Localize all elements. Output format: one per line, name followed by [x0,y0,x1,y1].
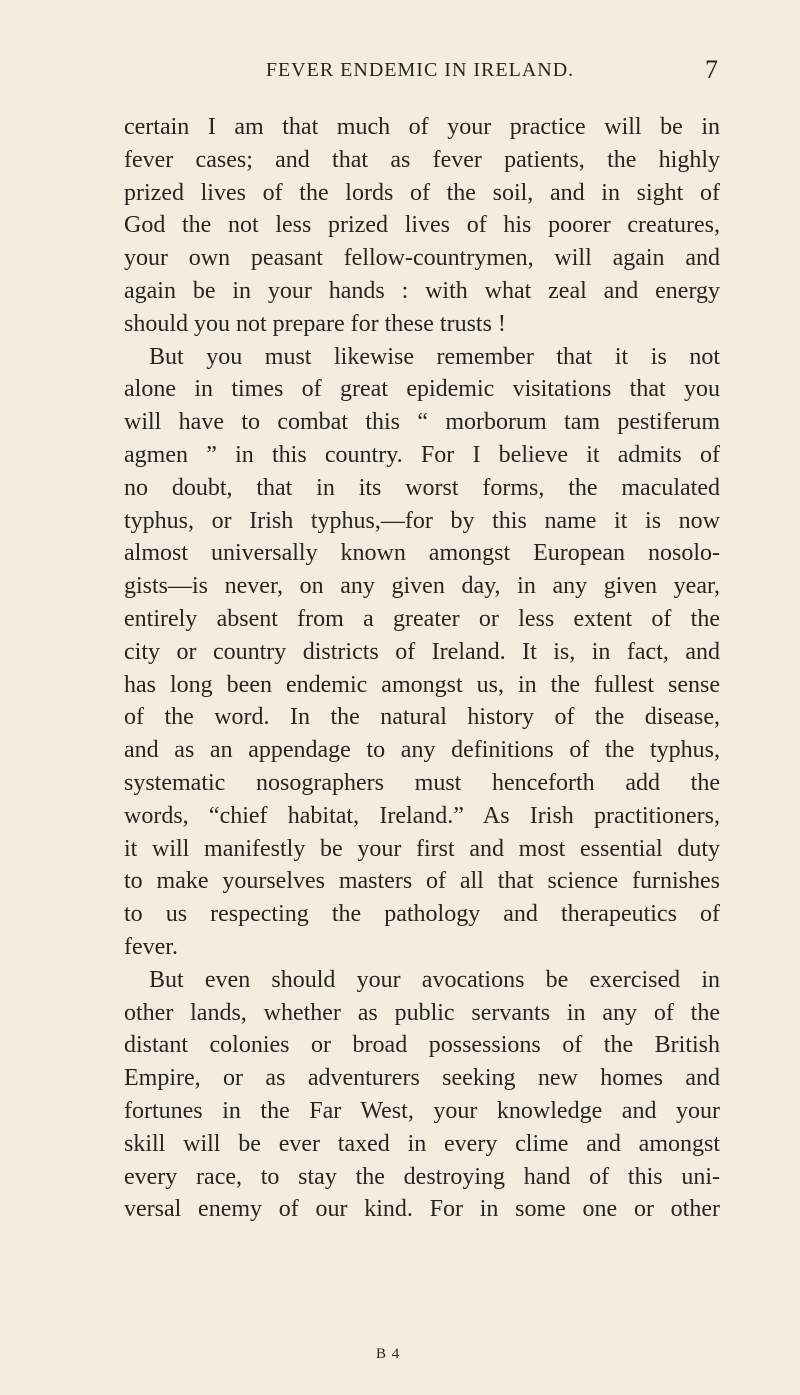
text-line: gists—is never, on any given day, in any given year, [124,573,720,600]
text-line: certain I am that much of your practice will be in [124,114,720,140]
text-line: your own peasant fellow-countrymen, will again and [124,245,720,272]
text-line: fever. [124,933,178,960]
text-line: to make yourselves masters of all that science furnishes [124,868,720,895]
text-line: again be in your hands : with what zeal and energy [124,277,720,304]
text-line: almost universally known amongst European nosolo- [124,540,720,567]
text-line: prized lives of the lords of the soil, and in sight of [124,179,720,206]
text-line: other lands, whether as public servants in any of the [124,999,720,1026]
text-line: fever cases; and that as fever patients, the highly [124,146,720,173]
text-line: of the word. In the natural history of the disease, [124,704,720,731]
running-title: FEVER ENDEMIC IN IRELAND. [265,59,575,81]
text-line: agmen ” in this country. For I believe it admits of [124,441,720,468]
signature-mark: B 4 [376,1346,401,1362]
text-line: city or country districts of Ireland. It is, in fact, and [124,638,720,665]
page-number: 7 [705,55,718,84]
text-line: alone in times of great epidemic visitations that you [124,376,720,403]
text-line: no doubt, that in its worst forms, the maculated [124,474,720,501]
text-line: will have to combat this “ morborum tam pestiferum [124,409,720,436]
text-line: systematic nosographers must henceforth add the [124,769,720,796]
text-line: versal enemy of our kind. For in some one or other [124,1196,720,1223]
text-line: entirely absent from a greater or less extent of the [124,605,720,632]
text-line: distant colonies or broad possessions of the British [124,1032,720,1059]
text-line: God the not less prized lives of his poorer creatures, [124,212,720,239]
text-line: skill will be ever taxed in every clime and amongst [124,1130,720,1157]
body-text [124,111,720,1226]
text-line: to us respecting the pathology and therapeutics of [124,901,720,928]
text-line: and as an appendage to any definitions of the typhus, [124,737,720,764]
text-line: fortunes in the Far West, your knowledge and your [124,1097,720,1124]
running-head [122,56,718,84]
text-line: But you must likewise remember that it is not [149,343,720,370]
text-line: Empire, or as adventurers seeking new homes and [124,1065,720,1092]
text-line: every race, to stay the destroying hand of this uni- [124,1163,720,1190]
text-line: it will manifestly be your first and most essential duty [124,835,720,862]
text-line: has long been endemic amongst us, in the fullest sense [124,671,720,698]
text-line: should you not prepare for these trusts ! [124,310,506,337]
text-line: words, “chief habitat, Ireland.” As Irish practitioners, [124,802,720,829]
text-line: But even should your avocations be exercised in [149,966,720,993]
text-line: typhus, or Irish typhus,—for by this name it is now [124,507,720,534]
